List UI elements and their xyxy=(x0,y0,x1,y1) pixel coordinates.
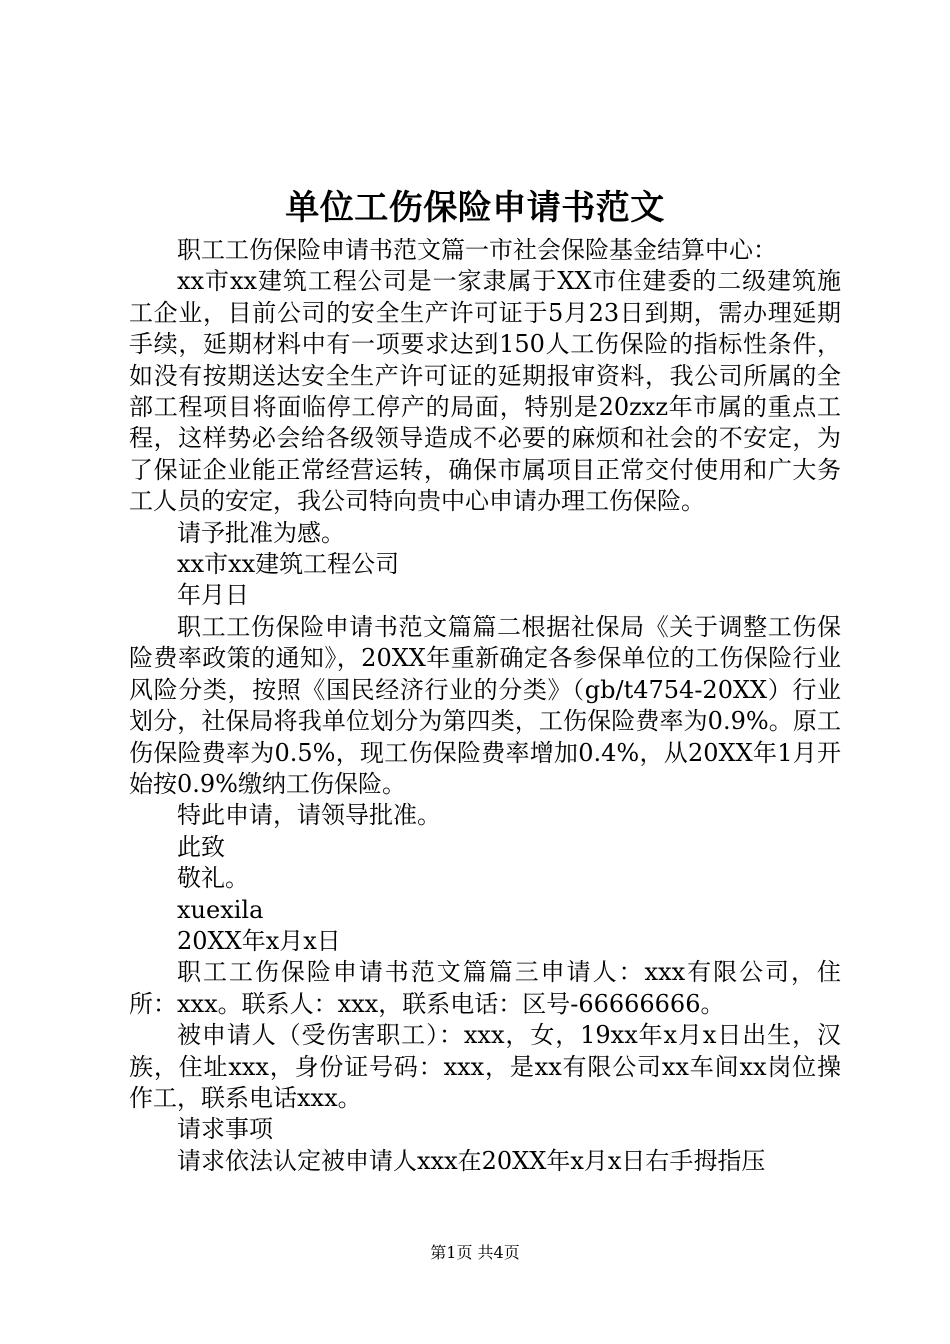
paragraph: 请求事项 xyxy=(177,1115,273,1144)
paragraph: 20XX年x月x日 xyxy=(177,926,341,955)
document-body xyxy=(129,235,841,1177)
paragraph: xuexila xyxy=(177,895,264,924)
paragraph: 职工工伤保险申请书范文篇篇二根据社保局《关于调整工伤保险费率政策的通知》，20XX年重新确定各参保单位的工伤保险行业风险分类，按照《国民经济行业的分类》（gb/t4754-20XX）行业划分，社保局将我单位划分为第四类，工伤保险费率为0.9%。原工伤保险费率为0.5%，现工伤保险费率增加0.4%，从20XX年1月开始按0.9%缴纳工伤保险。 xyxy=(129,612,841,798)
paragraph: 敬礼。 xyxy=(177,864,249,893)
document-title: 单位工伤保险申请书范文 xyxy=(285,188,665,228)
paragraph: 特此申请，请领导批准。 xyxy=(177,801,441,830)
paragraph: 职工工伤保险申请书范文篇一市社会保险基金结算中心： xyxy=(177,236,777,264)
paragraph: 年月日 xyxy=(177,581,249,610)
paragraph: 职工工伤保险申请书范文篇篇三申请人：xxx有限公司，住所：xxx。联系人：xxx，联系电话：区号-66666666。 xyxy=(129,958,841,1018)
paragraph: 此致 xyxy=(177,832,225,861)
paragraph: xx市xx建筑工程公司 xyxy=(177,550,400,579)
page-footer: 第1页 共4页 xyxy=(430,1243,520,1262)
paragraph: 请予批准为感。 xyxy=(177,518,345,547)
paragraph: xx市xx建筑工程公司是一家隶属于XX市住建委的二级建筑施工企业，目前公司的安全生产许可证于5月23日到期，需办理延期手续，延期材料中有一项要求达到150人工伤保险的指标性条件，如没有按期送达安全生产许可证的延期报审资料，我公司所属的全部工程项目将面临停工停产的局面，特别是20zxz年市属的重点工程，这样势必会给各级领导造成不必要的麻烦和社会的不安定，为了保证企业能正常经营运转，确保市属项目正常交付使用和广大务工人员的安定，我公司特向贵中心申请办理工伤保险。 xyxy=(129,267,841,516)
paragraph: 被申请人（受伤害职工）：xxx，女，19xx年x月x日出生，汉族，住址xxx，身份证号码：xxx，是xx有限公司xx车间xx岗位操作工，联系电话xxx。 xyxy=(129,1021,841,1112)
paragraph: 请求依法认定被申请人xxx在20XX年x月x日右手拇指压 xyxy=(177,1146,766,1175)
